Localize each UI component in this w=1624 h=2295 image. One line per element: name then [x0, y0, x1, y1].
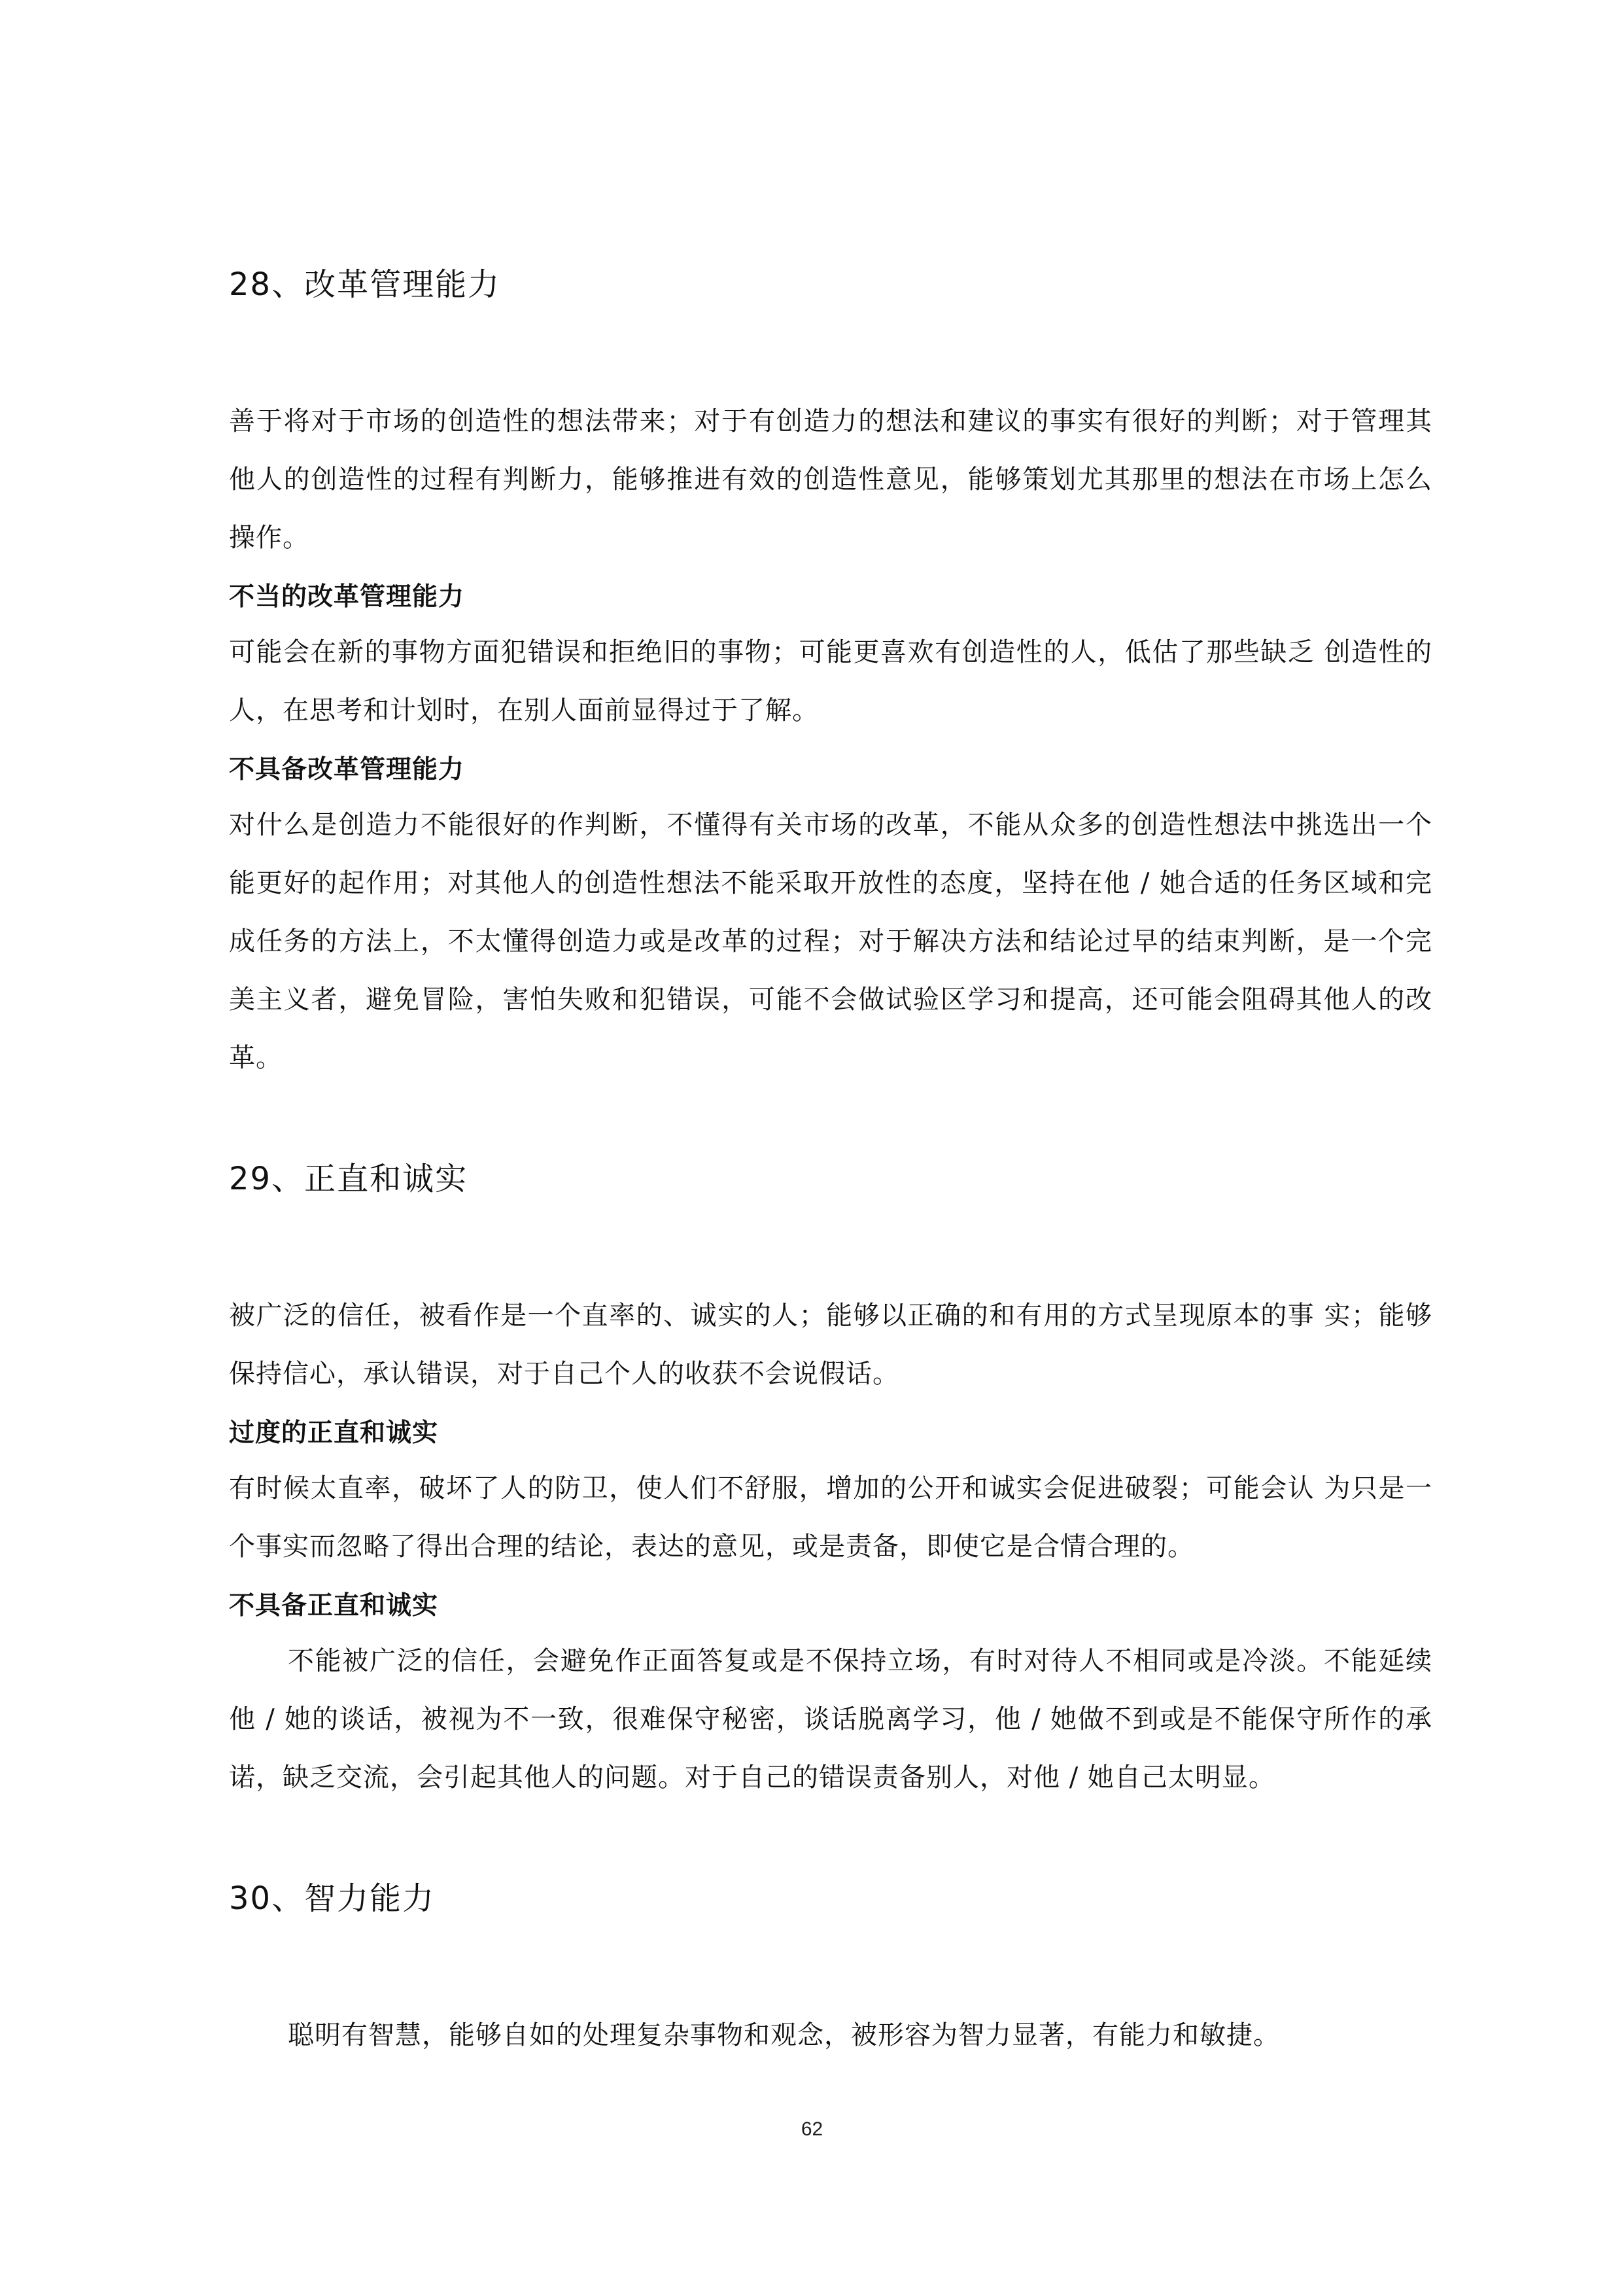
page-number: 62 — [801, 2118, 823, 2140]
section-28-subheading-improper: 不当的改革管理能力 — [229, 582, 465, 612]
section-28-lacking-text: 对什么是创造力不能很好的作判断，不懂得有关市场的改革，不能从众多的创造性想法中挑选出一个能更好的起作用；对其他人的创造性想法不能采取开放性的态度，坚持在他 / 她合适的任务区域和完成任务的方法上，不太懂得创造力或是改革的过程；对于解决方法和结论过早的结束判断，是一个完美主义者，避免冒险，害怕失败和犯错误，可能不会做试验区学习和提高，还可能会阻碍其他人的改革。 — [229, 810, 1432, 1073]
section-title-30: 30、智力能力 — [229, 1880, 436, 1917]
page-content — [229, 258, 1432, 2065]
section-29-lacking-text: 不能被广泛的信任，会避免作正面答复或是不保持立场，有时对待人不相同或是冷淡。不能延续他 / 她的谈话，被视为不一致，很难保守秘密，谈话脱离学习，他 / 她做不到或是不能保守所作的承诺，缺乏交流，会引起其他人的问题。对于自己的错误责备别人，对他 / 她自己太明显。 — [229, 1646, 1432, 1793]
section-title-28: 28、改革管理能力 — [229, 266, 501, 303]
section-28-improper-text: 可能会在新的事物方面犯错误和拒绝旧的事物；可能更喜欢有创造性的人，低估了那些缺乏 创造性的人，在思考和计划时，在别人面前显得过于了解。 — [229, 637, 1432, 726]
section-29-subheading-lacking: 不具备正直和诚实 — [229, 1591, 439, 1621]
section-29-description: 被广泛的信任，被看作是一个直率的、诚实的人；能够以正确的和有用的方式呈现原本的事 实；能够保持信心，承认错误，对于自己个人的收获不会说假话。 — [229, 1301, 1432, 1389]
section-title-29: 29、正直和诚实 — [229, 1161, 468, 1197]
section-30-description: 聪明有智慧，能够自如的处理复杂事物和观念，被形容为智力显著，有能力和敏捷。 — [288, 2020, 1280, 2050]
section-28-subheading-lacking: 不具备改革管理能力 — [229, 755, 465, 784]
section-29-excessive-text: 有时候太直率，破坏了人的防卫，使人们不舒服，增加的公开和诚实会促进破裂；可能会认 为只是一个事实而忽略了得出合理的结论，表达的意见，或是责备，即使它是合情合理的。 — [229, 1473, 1432, 1562]
section-29-subheading-excessive: 过度的正直和诚实 — [229, 1418, 439, 1448]
section-28-description: 善于将对于市场的创造性的想法带来；对于有创造力的想法和建议的事实有很好的判断；对于管理其他人的创造性的过程有判断力，能够推进有效的创造性意见，能够策划尤其那里的想法在市场上怎么操作。 — [229, 406, 1432, 553]
